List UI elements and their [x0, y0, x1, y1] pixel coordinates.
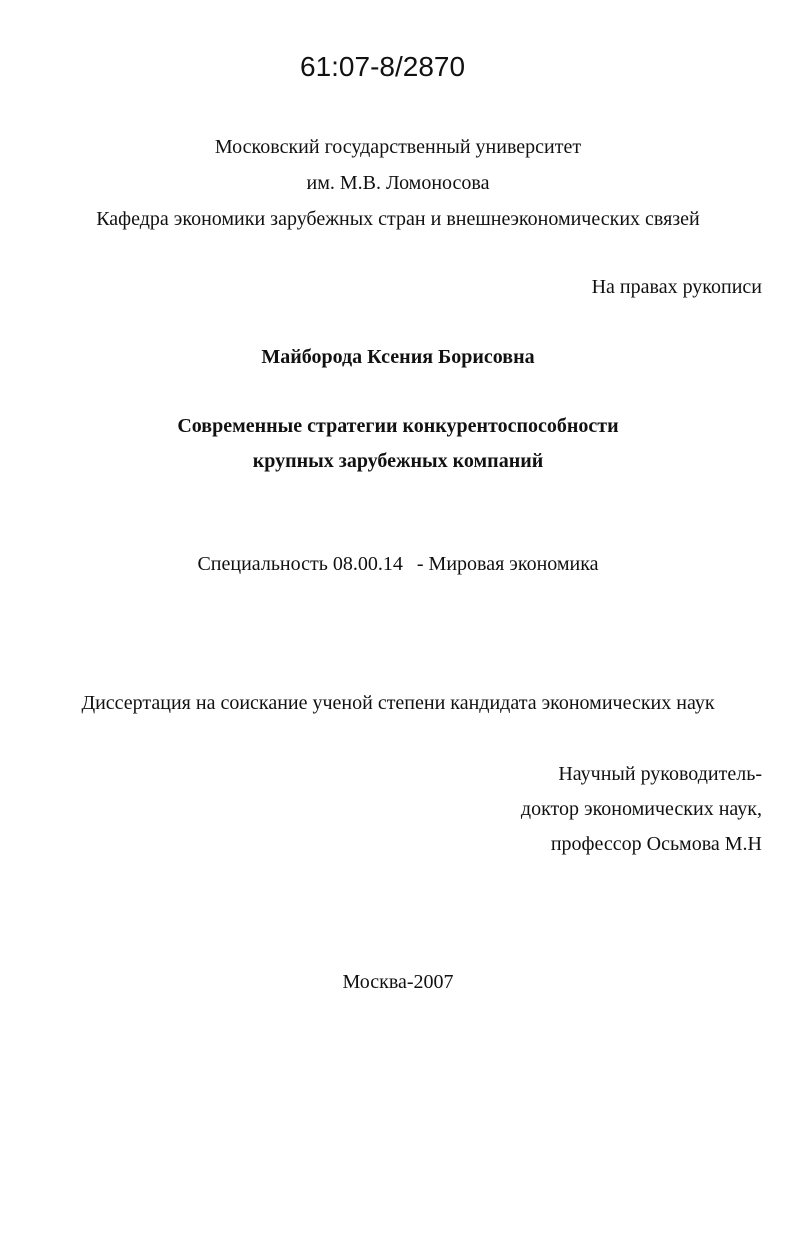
specialty [0, 552, 796, 576]
degree-statement: Диссертация на соискание ученой степени кандидата экономических наук [81, 692, 715, 714]
department-name: Кафедра экономики зарубежных стран и внешнеэкономических связей [96, 208, 700, 230]
supervisor-name: профессор Осьмова М.Н [550, 833, 762, 855]
supervisor-degree: доктор экономических наук, [520, 798, 762, 820]
supervisor-role: Научный руководитель- [558, 763, 762, 785]
manuscript-note: На правах рукописи [591, 276, 762, 298]
university-name: Московский государственный университет [214, 136, 582, 158]
university-named-after: им. М.В. Ломоносова [306, 172, 490, 194]
specialty-code: Специальность 08.00.14 [197, 553, 403, 575]
dissertation-title-line-2: крупных зарубежных компаний [252, 450, 544, 472]
dissertation-title-line-1: Современные стратегии конкурентоспособности [177, 415, 619, 437]
archive-code: 61:07-8/2870 [300, 51, 466, 82]
place-year: Москва-2007 [342, 971, 454, 993]
specialty-name: - Мировая экономика [416, 553, 599, 575]
author-name: Майборода Ксения Борисовна [261, 346, 535, 368]
